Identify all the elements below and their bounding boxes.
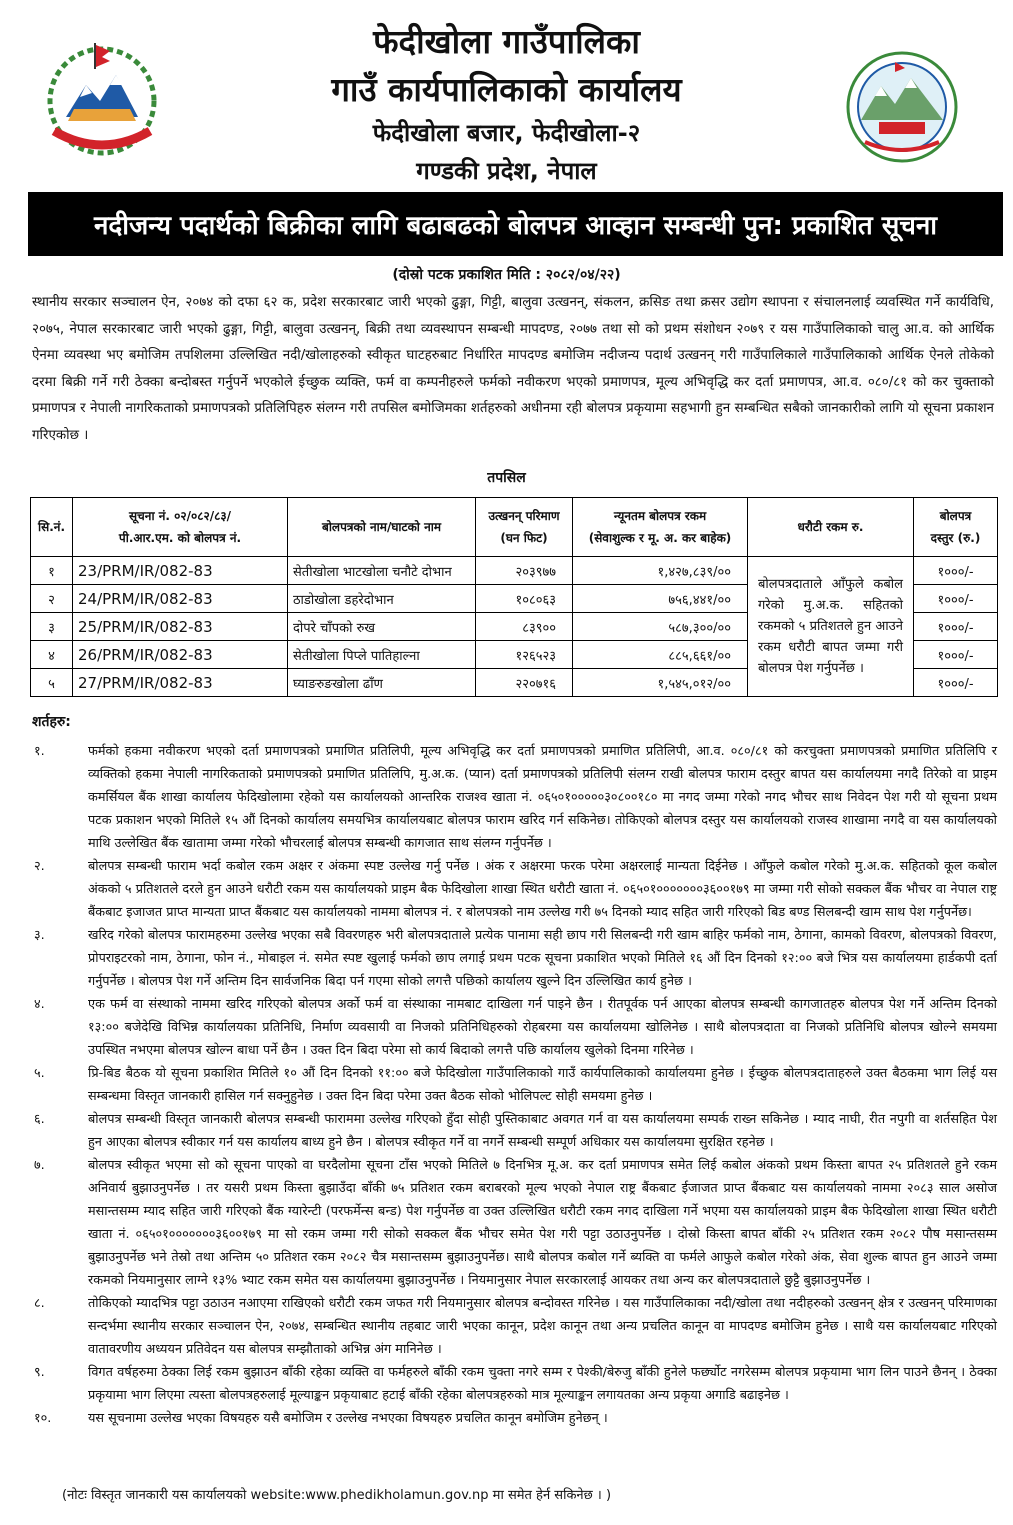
term-text: विगत वर्षहरुमा ठेक्का लिई रकम बुझाउन बाँकी रहेका व्यक्ति वा फर्महरुले बाँकी रकम चुक्ता नगरे सम्म र पेश्की/बेरुजु बाँकी हुनेले फर्छ्योट नगरेसम्म बोलपत्र प्रकृयामा भाग लिन पाउने छैनन् । ठेक्का प्रकृयामा भाग लिएमा त्यस्ता बोलपत्रहरुलाई मूल्याङ्कन प्रकृयाबाट हटाई बाँकी रहेका बोलपत्रहरुको मात्र मूल्याङ्कन लगायतका अन्य प्रकृया अगाडि बढाइनेछ । [88,1365,997,1403]
header-fee-line1: बोलपत्र [939,509,972,523]
table-row [31,557,998,585]
header-fee-line2: दस्तुर (रु.) [930,531,981,545]
row-bid-name: दोपरे चाँपको रुख [288,613,476,641]
row-sn: ३ [31,613,73,641]
row-quantity: २२०७१६ [476,669,573,697]
term-item [0,924,1013,993]
row-bid-name: सेतीखोला पिप्ले पातिहाल्ना [288,641,476,669]
row-min-amount: १,४२७,८३९/०० [573,557,748,585]
term-number: १. [34,744,45,759]
term-text: फर्मको हकमा नवीकरण भएको दर्ता प्रमाणपत्रको प्रमाणित प्रतिलिपी, मूल्य अभिवृद्धि कर दर्ता प्रमाणपत्रको प्रमाणित प्रतिलिपी, आ.व. ०८०/८१ को करचुक्ता प्रमाणपत्रको प्रमाणित प्रतिलिपि र व्यक्तिको हकमा नेपाली नागरिकताको प्रमाणपत्रको प्रमाणित प्रतिलिपि, मु.अ.क. (प्यान) दर्ता प्रमाणपत्रको प्रतिलिपी संलग्न राखी बोलपत्र फाराम दस्तुर बापत यस कार्यालयमा नगदै तिरेको वा प्राइम कमर्सियल बैंक शाखा कार्यालय फेदिखोलामा रहेको यस कार्यालयको आन्तरिक राजश्व खाता नं. ०६५०१०००००३०८००१८० मा नगद जम्मा गरेको नगद भौचर साथ निवेदन पेश गरी यो सूचना प्रथम पटक प्रकाशन भएको मितिले १५ औं दिनको कार्यालय समयभित्र कार्यालयबाट बोलपत्र फाराम खरिद गर्न सकिनेछ। तोकिएको बोलपत्र दस्तुर यस कार्यालयको राजस्व शाखामा नगदै वा यस कार्यालयको माथि उल्लेखित बैंक खातामा जम्मा गरेको भौचरलाई बोलपत्र सम्बन्धी कागजात साथ संलग्न गर्नुपर्नेछ । [88,744,997,851]
header-quantity-line2: (घन फिट) [500,531,548,545]
header-min-amount [573,498,748,557]
row-quantity: ८३९०० [476,613,573,641]
header-fee [914,498,998,557]
term-text: प्रि-बिड बैठक यो सूचना प्रकाशित मितिले १० औं दिन दिनको ११:०० बजे फेदिखोला गाउँपालिकाको गाउँ कार्यपालिकाको कार्यालयमा हुनेछ । ईच्छुक बोलपत्रदाताहरुले उक्त बैठकमा भाग लिई यस सम्बन्धमा विस्तृत जानकारी हासिल गर्न सक्नुहुनेछ । उक्त दिन बिदा परेमा उक्त बैठक सोको भोलिपल्ट सोही समयमा हुनेछ । [88,1066,997,1104]
bid-table [30,497,998,697]
term-number: २. [34,859,45,874]
term-number: ५. [34,1066,45,1081]
nepal-emblem-icon [40,35,165,160]
row-min-amount: ८८५,६६१/०० [573,641,748,669]
term-number: ८. [34,1296,45,1311]
term-text: यस सूचनामा उल्लेख भएका विषयहरु यसै बमोजिम र उल्लेख नभएका विषयहरु प्रचलित कानून बमोजिम हुनेछन् । [88,1411,608,1426]
row-bid-code: 24/PRM/IR/082-83 [73,585,288,613]
office-name: गाउँ कार्यपालिकाको कार्यालय [331,70,682,109]
header-deposit: धरौटी रकम रु. [748,498,914,557]
row-bid-name: सेतीखोला भाटखोला चनौटे दोभान [288,557,476,585]
term-text: बोलपत्र स्वीकृत भएमा सो को सूचना पाएको वा घरदैलोमा सूचना टाँस भएको मितिले ७ दिनभित्र मू.अ. कर दर्ता प्रमाणपत्र समेत लिई कबोल अंकको प्रथम किस्ता बापत २५ प्रतिशतले हुने रकम अनिवार्य बुझाउनुपर्नेछ । तर यसरी प्रथम किस्ता बुझाउँदा बाँकी ७५ प्रतिशत रकम बराबरको मूल्य भएको नेपाल राष्ट्र बैंकबाट ईजाजत प्राप्त बैंकबाट यस कार्यालयको नाममा २०८३ साल असोज मसान्तसम्म म्याद सहित जारी गरिएको बैंक ग्यारेन्टी (परफर्मेन्स बन्ड) पेश गर्नुपर्नेछ वा उक्त उल्लिखित धरौटी रकम नगद दाखिला गर्ने भएमा यस कार्यालयको प्राइम बैक फेदिखोला शाखा स्थित धरौटी खाता नं. ०६५०१०००००००३६००१७९ मा सो रकम जम्मा गरी सोको सक्कल बैंक भौचर समेत पेश गरी पट्टा उठाउनुपर्नेछ । दोस्रो किस्ता बापत बाँकी २५ प्रतिशत रकम २०८२ पौष मसान्तसम्म बुझाउनुपर्नेछ भने तेस्रो तथा अन्तिम ५० प्रतिशत रकम २०८२ चैत्र मसान्तसम्म बुझाउनुपर्नेछ। साथै बोलपत्र कबोल गर्ने ब्यक्ति वा फर्मले आफुले कबोल गरेको अंक, सेवा शुल्क बापत हुन आउने जम्मा रकमको नियमानुसार लाग्ने १३% भ्याट रकम समेत यस कार्यालयमा बुझाउनुपर्नेछ । नियमानुसार नेपाल सरकारलाई आयकर तथा अन्य कर बोलपत्रदाताले छुट्टै बुझाउनुपर्नेछ । [88,1158,997,1288]
row-bid-code: 26/PRM/IR/082-83 [73,641,288,669]
row-sn: १ [31,557,73,585]
province-name: गण्डकी प्रदेश, नेपाल [416,157,597,185]
term-item [0,1292,1013,1361]
header-bid-name: बोलपत्रको नाम/घाटको नाम [288,498,476,557]
header-notice-line1: सूचना नं. ०२/०८२/८३/ [129,509,231,523]
row-min-amount: ७५६,४४१/०० [573,585,748,613]
terms-heading: शर्तहरु: [32,714,71,730]
header-notice-no [73,498,288,557]
term-item [0,740,1013,855]
row-min-amount: ५८७,३००/०० [573,613,748,641]
term-text: बोलपत्र सम्बन्धी विस्तृत जानकारी बोलपत्र सम्बन्धी फाराममा उल्लेख गरिएको हुँदा सोही पुस्तिकाबाट अवगत गर्न वा यस कार्यालयमा सम्पर्क राख्न सकिनेछ । म्याद नाघी, रीत नपुगी वा शर्तसहित पेश हुन आएका बोलपत्र स्वीकार गर्न यस कार्यालय बाध्य हुने छैन । बोलपत्र स्वीकृत गर्ने वा नगर्ने सम्बन्धी सम्पूर्ण अधिकार यस कार्यालयमा सुरक्षित रहनेछ । [88,1112,998,1150]
notice-title-banner: नदीजन्य पदार्थको बिक्रीका लागि बढाबढको बोलपत्र आव्हान सम्बन्धी पुन: प्रकाशित सूचना [28,192,1003,256]
row-bid-name: घ्याङरुङखोला ढाँण [288,669,476,697]
website-note: (नोटः विस्तृत जानकारी यस कार्यालयको website:www.phedikholamun.gov.np मा समेत हेर्न सकिनेछ । ) [62,1488,612,1503]
row-sn: ५ [31,669,73,697]
header-min-line2: (सेवाशुल्क र मू. अ. कर बाहेक) [588,531,732,545]
terms-list [0,740,1013,1430]
row-min-amount: १,५४५,०१२/०० [573,669,748,697]
table-header-row [31,498,998,557]
row-bid-name: ठाडोखोला डहरेदोभान [288,585,476,613]
header-quantity [476,498,573,557]
row-fee: १०००/- [914,641,998,669]
term-item [0,993,1013,1062]
intro-paragraph: स्थानीय सरकार सञ्चालन ऐन, २०७४ को दफा ६२ क, प्रदेश सरकारबाट जारी भएको ढुङ्गा, गिट्टी, बालुवा उत्खनन्, संकलन, क्रसिङ तथा क्रसर उद्योग स्थापना र संचालनलाई व्यवस्थित गर्ने कार्यविधि, २०७५, नेपाल सरकारबाट जारी भएको ढुङ्गा, गिट्टी, बालुवा उत्खनन्, बिक्री तथा व्यवस्थापन सम्बन्धी मापदण्ड, २०७७ तथा सो को प्रथम संशोधन २०७९ र यस गाउँपालिकाको चालु आ.व. को आर्थिक ऐनमा व्यवस्था भए बमोजिम तपशिलमा उल्लिखित नदी/खोलाहरुको स्वीकृत घाटहरुबाट निर्धारित मापदण्ड बमोजिम नदीजन्य पदार्थ उत्खनन् गरी गाउँपालिकाले गाउँपालिकाको आर्थिक ऐनले तोकेको दरमा बिक्री गर्ने गरी ठेक्का बन्दोबस्त गर्नुपर्ने भएकोले ईच्छुक व्यक्ति, फर्म वा कम्पनीहरुले फर्मको नवीकरण भएको प्रमाणपत्र, मूल्य अभिवृद्धि कर दर्ता प्रमाणपत्र, आ.व. ०८०/८१ को कर चुक्ताको प्रमाणपत्र र नेपाली नागरिकताको प्रमाणपत्रको प्रतिलिपिहरु संलग्न गरी तपसिल बमोजिमका शर्तहरुको अधीनमा रही बोलपत्र प्रकृयामा सहभागी हुन सम्बन्धित सबैको जानकारीको लागि यो सूचना प्रकाशन गरिएकोछ । [32,295,994,443]
term-text: बोलपत्र सम्बन्धी फाराम भर्दा कबोल रकम अक्षर र अंकमा स्पष्ट उल्लेख गर्नु पर्नेछ । अंक र अक्षरमा फरक परेमा अक्षरलाई मान्यता दिईनेछ । आँफुले कबोल गरेको मु.अ.क. सहितको कूल कबोल अंकको ५ प्रतिशतले दरले हुन आउने धरौटी रकम यस कार्यालयको प्राइम बैक फेदिखोला शाखा स्थित धरौटी खाता नं. ०६५०१०००००००३६००१७९ मा जम्मा गरी सोको सक्कल बैंक भौचर वा नेपाल राष्ट्र बैंकबाट इजाजत प्राप्त मान्यता प्राप्त बैंकबाट यस कार्यालयको नाममा बोलपत्र नं. र बोलपत्रको नाम उल्लेख गरी ७५ दिनको म्याद सहित जारी गरिएको बिड बण्ड सिलबन्दी खाम साथ पेश गर्नुपर्नेछ। [88,859,997,920]
row-fee: १०००/- [914,613,998,641]
term-item [0,1407,1013,1430]
row-bid-code: 27/PRM/IR/082-83 [73,669,288,697]
office-address: फेदीखोला बजार, फेदीखोला-२ [372,119,641,147]
header-notice-line2: पी.आर.एम. को बोलपत्र नं. [118,531,242,545]
row-sn: ४ [31,641,73,669]
header-sn: सि.नं. [31,498,73,557]
term-number: ३. [34,928,45,943]
deposit-rule: बोलपत्रदाताले आँफुले कबोल गरेको मु.अ.क. सहितको रकमको ५ प्रतिशतले हुन आउने रकम धरौटी बापत जम्मा गरी बोलपत्र पेश गर्नुपर्नेछ । [748,557,914,697]
row-quantity: १२६५२३ [476,641,573,669]
term-number: १०. [34,1411,52,1426]
term-number: ४. [34,997,45,1012]
term-text: तोकिएको म्यादभित्र पट्टा उठाउन नआएमा राखिएको धरौटी रकम जफत गरी नियमानुसार बोलपत्र बन्दोवस्त गरिनेछ । यस गाउँपालिकाका नदी/खोला तथा नदीहरुको उत्खनन् क्षेत्र र उत्खनन् परिमाणका सन्दर्भमा स्थानीय सरकार सञ्चालन ऐन, २०७४, सम्बन्धित स्थानीय तहबाट जारी भएका कानून, प्रदेश कानून तथा अन्य प्रचलित कानून वा मापदण्ड बमोजिम हुनेछ । साथै यस कार्यालयबाट गरिएको वातावरणीय अध्ययन प्रतिवेदन यस बोलपत्र सम्झौताको अभिन्न अंग मानिनेछ । [88,1296,997,1357]
row-quantity: २०३९७७ [476,557,573,585]
term-item [0,1154,1013,1292]
row-fee: १०००/- [914,557,998,585]
header-quantity-line1: उत्खनन् परिमाण [488,509,560,523]
municipality-logo-icon [845,50,960,165]
row-fee: १०००/- [914,585,998,613]
term-item [0,1108,1013,1154]
municipality-name: फेदीखोला गाउँपालिका [373,22,640,61]
row-bid-code: 23/PRM/IR/082-83 [73,557,288,585]
term-item [0,1361,1013,1407]
publication-date: (दोस्रो पटक प्रकाशित मिति : २०८२/०४/२२) [392,267,621,283]
header [0,0,1013,190]
row-sn: २ [31,585,73,613]
term-text: खरिद गरेको बोलपत्र फारामहरुमा उल्लेख भएका सबै विवरणहरु भरी बोलपत्रदाताले प्रत्येक पानामा सही छाप गरी सिलबन्दी गरी खाम बाहिर फर्मको नाम, ठेगाना, कामको विवरण, बोलपत्रको विवरण, प्रोपराइटरको नाम, ठेगाना, फोन नं., मोबाइल नं. समेत स्पष्ट खुलाई फर्मको छाप लगाई प्रथम पटक सूचना प्रकाशित भएको मितिले १६ औं दिन दिनको १२:०० बजे भित्र यस कार्यालयमा हार्डकपी दर्ता गर्नुपर्नेछ । बोलपत्र पेश गर्ने अन्तिम दिन सार्वजनिक बिदा पर्न गएमा सोको लगत्तै पछिको कार्यालय खुल्ने दिन उल्लिखित कार्य हुनेछ । [88,928,997,989]
row-quantity: १०८०६३ [476,585,573,613]
row-bid-code: 25/PRM/IR/082-83 [73,613,288,641]
term-number: ७. [34,1158,45,1173]
schedule-title: तपसिल [487,470,526,486]
term-text: एक फर्म वा संस्थाको नाममा खरिद गरिएको बोलपत्र अर्को फर्म वा संस्थाका नामबाट दाखिला गर्न पाइने छैन । रीतपूर्वक पर्न आएका बोलपत्र सम्बन्धी कागजातहरु बोलपत्र पेश गर्ने अन्तिम दिनको १३:०० बजेदेखि विभिन्न कार्यालयका प्रतिनिधि, निर्माण व्यवसायी वा निजको प्रतिनिधिहरुको रोहबरमा यस कार्यालयमा खोलिनेछ । साथै बोलपत्रदाता वा निजको प्रतिनिधि बोलपत्र खोल्ने समयमा उपस्थित नभएमा बोलपत्र खोल्न बाधा पर्ने छैन । उक्त दिन बिदा परेमा सो कार्य बिदाको लगत्तै पछि कार्यालय खुलेको दिनमा गरिनेछ । [88,997,997,1058]
term-number: ९. [34,1365,45,1380]
term-number: ६. [34,1112,45,1127]
term-item [0,855,1013,924]
header-min-line1: न्यूनतम बोलपत्र रकम [613,509,707,523]
term-item [0,1062,1013,1108]
row-fee: १०००/- [914,669,998,697]
